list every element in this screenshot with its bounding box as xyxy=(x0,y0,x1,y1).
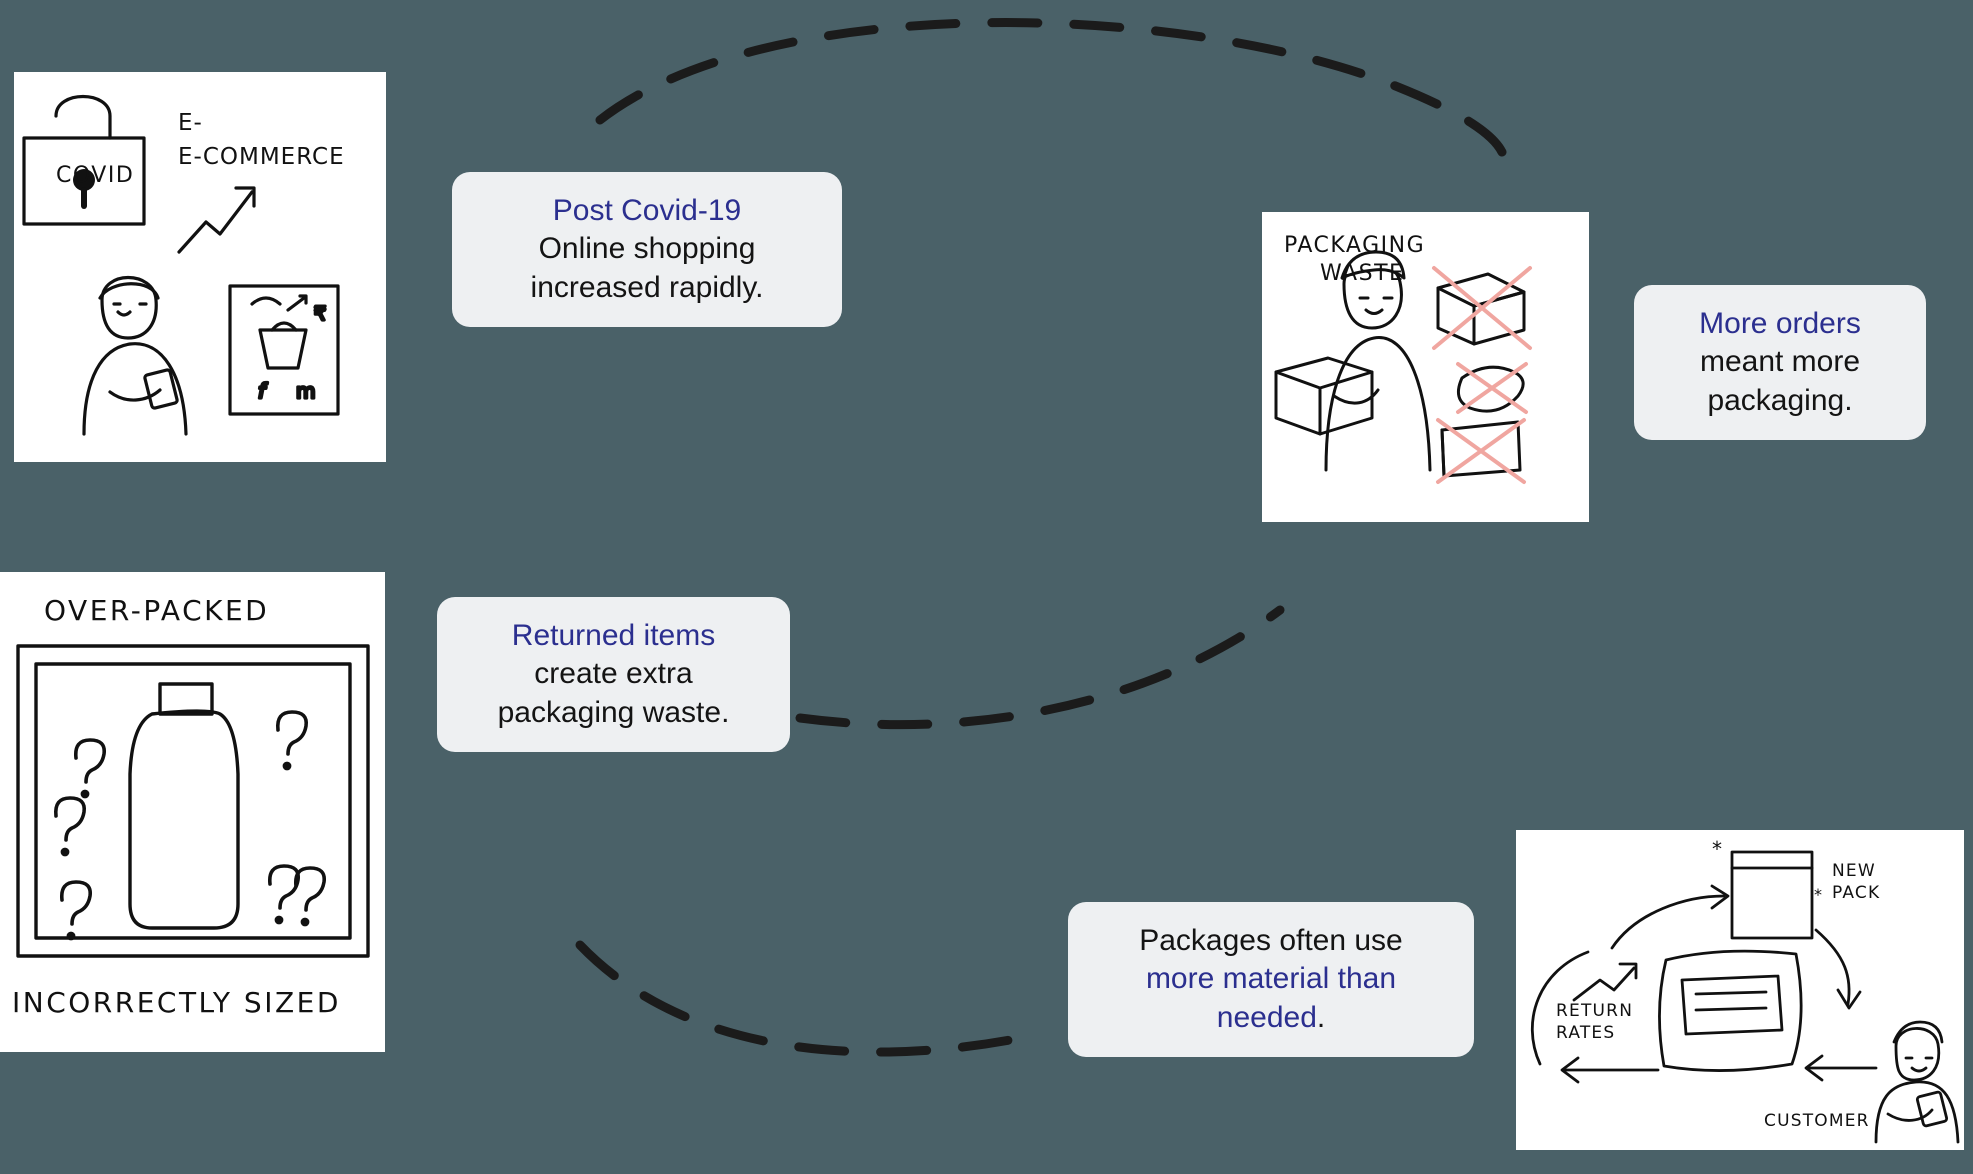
label-incorrectly-sized: INCORRECTLY SIZED xyxy=(12,986,341,1019)
label-star: * xyxy=(1712,837,1722,861)
label-new: NEW xyxy=(1832,861,1876,881)
callout-more-orders xyxy=(1634,285,1926,440)
flow-segment-top xyxy=(600,23,1505,178)
callout-returned-items-line3: packaging waste. xyxy=(497,695,730,729)
svg-text:f: f xyxy=(258,379,266,403)
label-e-dash: E- xyxy=(178,110,203,136)
callout-returned-items xyxy=(437,597,790,752)
label-return: RETURN xyxy=(1556,1001,1634,1021)
panel-ecommerce xyxy=(14,72,386,462)
svg-text:m: m xyxy=(296,379,316,403)
panel-packaging-waste xyxy=(1262,212,1589,522)
flow-segment-middle xyxy=(800,610,1280,725)
panel-over-packed xyxy=(0,572,385,1052)
callout-packages-line2: more material than xyxy=(1145,962,1397,996)
label-star-2: * xyxy=(1814,885,1822,904)
label-pack: PACK xyxy=(1832,883,1881,903)
callout-packages-line1: Packages often use xyxy=(1139,924,1403,957)
callout-post-covid-line2: Online shopping xyxy=(538,232,756,266)
callout-more-orders-line3: packaging. xyxy=(1707,383,1853,417)
panel-return-flow xyxy=(1516,830,1964,1150)
label-customer: CUSTOMER xyxy=(1764,1111,1870,1131)
callout-packages-line3 xyxy=(1094,999,1448,1037)
label-over-packed: OVER-PACKED xyxy=(44,594,270,627)
label-packaging: PACKAGING xyxy=(1284,233,1426,258)
callout-packages-material xyxy=(1068,902,1474,1057)
callout-post-covid-line1: Post Covid-19 xyxy=(552,194,742,227)
callout-packages-line3-accent: needed xyxy=(1216,1000,1317,1034)
label-waste: WASTE xyxy=(1320,261,1405,286)
flow-segment-bottom xyxy=(580,945,1010,1052)
label-covid: COVID xyxy=(56,163,135,188)
callout-more-orders-line1: More orders xyxy=(1699,307,1861,340)
svg-text:₹: ₹ xyxy=(314,303,327,325)
callout-returned-items-line2: create extra xyxy=(534,657,693,691)
callout-post-covid xyxy=(452,172,842,327)
label-ecommerce: E-COMMERCE xyxy=(178,144,345,170)
callout-post-covid-line3: increased rapidly. xyxy=(530,270,764,304)
cross-marks xyxy=(1434,268,1530,482)
callout-packages-line3-tail: . xyxy=(1316,1000,1326,1034)
callout-returned-items-line1: Returned items xyxy=(511,619,716,652)
label-rates: RATES xyxy=(1556,1023,1616,1043)
callout-more-orders-line2: meant more xyxy=(1699,345,1861,379)
